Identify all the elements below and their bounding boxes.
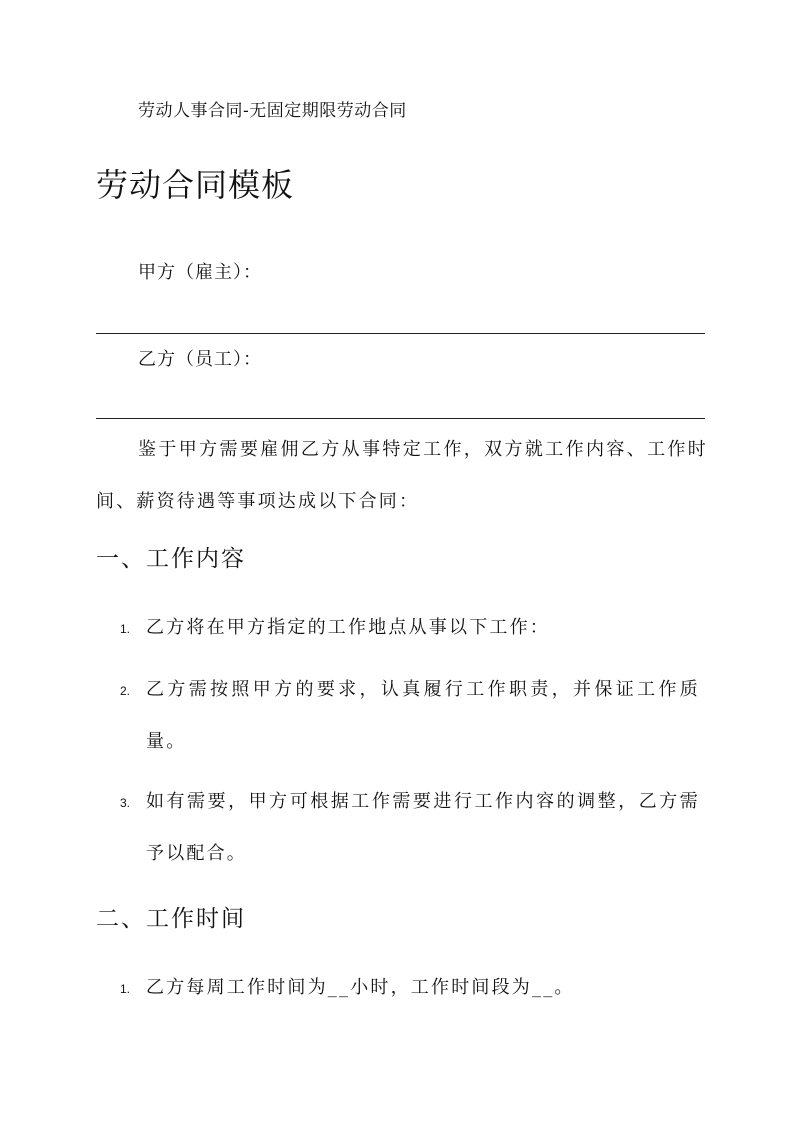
section-heading-work-content: 一、工作内容 xyxy=(96,546,246,572)
list-item-number: 3. xyxy=(120,796,131,810)
list-item-number: 2. xyxy=(120,684,131,698)
employer-label: 甲方（雇主）： xyxy=(138,262,262,283)
list-item-number: 1. xyxy=(120,622,131,636)
list-item-text: 乙方需按照甲方的要求，认真履行工作职责，并保证工作质量。 xyxy=(146,679,700,752)
intro-paragraph: 鉴于甲方需要雇佣乙方从事特定工作，双方就工作内容、工作时间、薪资待遇等事项达成以下合同： xyxy=(96,439,708,512)
list-item xyxy=(120,602,700,654)
employee-signature-line xyxy=(96,418,705,419)
list-item xyxy=(120,776,700,880)
list-item-number: 1. xyxy=(120,982,131,996)
document-header: 劳动人事合同-无固定期限劳动合同 xyxy=(138,101,407,121)
employer-signature-line xyxy=(96,333,705,334)
list-item-text: 乙方每周工作时间为__小时，工作时间段为__。 xyxy=(146,977,575,998)
list-item-text: 如有需要，甲方可根据工作需要进行工作内容的调整，乙方需予以配合。 xyxy=(146,791,700,864)
document-title: 劳动合同模板 xyxy=(96,166,295,204)
employee-label: 乙方（员工）： xyxy=(138,349,262,370)
list-item-text: 乙方将在甲方指定的工作地点从事以下工作： xyxy=(146,617,550,638)
section-heading-work-time: 二、工作时间 xyxy=(96,906,246,932)
list-item xyxy=(120,664,700,768)
list-item xyxy=(120,962,700,1014)
